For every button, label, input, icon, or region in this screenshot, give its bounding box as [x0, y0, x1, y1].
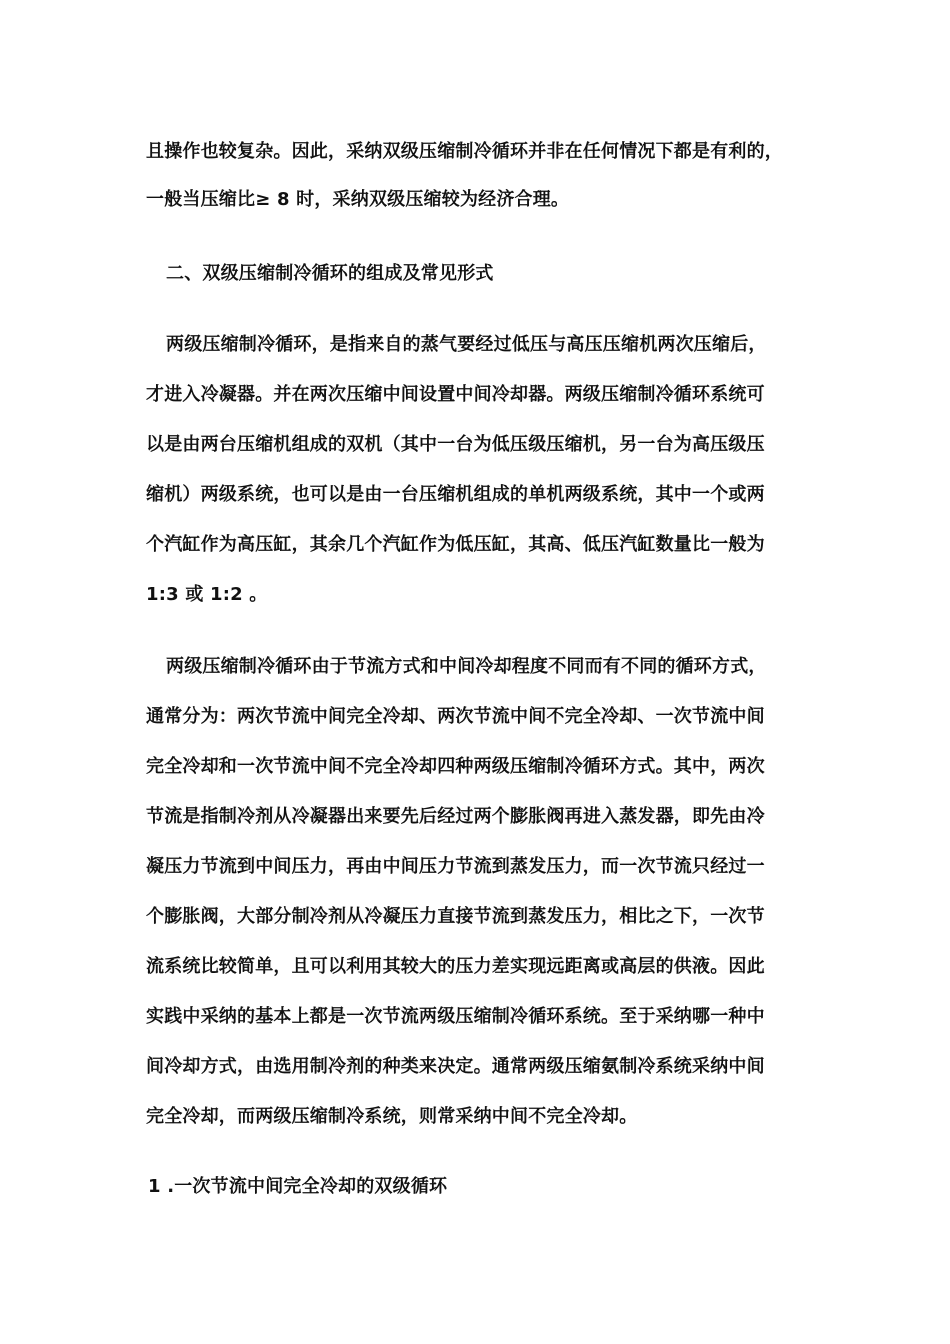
section-heading: 二、双级压缩制冷循环的组成及常见形式 — [166, 263, 494, 284]
paragraph-line: 两级压缩制冷循环，是指来自的蒸气要经过低压与高压压缩机两次压缩后， — [166, 334, 767, 355]
paragraph-line: 个膨胀阀，大部分制冷剂从冷凝压力直接节流到蒸发压力，相比之下，一次节 — [146, 906, 765, 927]
paragraph-line: 完全冷却和一次节流中间不完全冷却四种两级压缩制冷循环方式。其中，两次 — [146, 756, 765, 777]
paragraph-line: 才进入冷凝器。并在两次压缩中间设置中间冷却器。两级压缩制冷循环系统可 — [146, 384, 765, 405]
subsection-heading: 1 .一次节流中间完全冷却的双级循环 — [148, 1176, 448, 1197]
paragraph-line: 完全冷却，而两级压缩制冷系统，则常采纳中间不完全冷却。 — [146, 1106, 638, 1127]
paragraph-line: 一般当压缩比≥ 8 时，采纳双级压缩较为经济合理。 — [146, 189, 570, 210]
paragraph-line: 1:3 或 1:2 。 — [146, 584, 268, 605]
paragraph-line: 以是由两台压缩机组成的双机（其中一台为低压级压缩机，另一台为高压级压 — [146, 434, 765, 455]
paragraph-line: 缩机）两级系统，也可以是由一台压缩机组成的单机两级系统，其中一个或两 — [146, 484, 765, 505]
paragraph-line: 且操作也较复杂。因此，采纳双级压缩制冷循环并非在任何情况下都是有利的， — [146, 141, 783, 162]
paragraph-line: 实践中采纳的基本上都是一次节流两级压缩制冷循环系统。至于采纳哪一种中 — [146, 1006, 765, 1027]
paragraph-line: 个汽缸作为高压缸，其余几个汽缸作为低压缸，其高、低压汽缸数量比一般为 — [146, 534, 765, 555]
paragraph-line: 两级压缩制冷循环由于节流方式和中间冷却程度不同而有不同的循环方式， — [166, 656, 767, 677]
paragraph-line: 流系统比较简单，且可以利用其较大的压力差实现远距离或高层的供液。因此 — [146, 956, 765, 977]
paragraph-line: 节流是指制冷剂从冷凝器出来要先后经过两个膨胀阀再进入蒸发器，即先由冷 — [146, 806, 765, 827]
paragraph-line: 通常分为：两次节流中间完全冷却、两次节流中间不完全冷却、一次节流中间 — [146, 706, 765, 727]
paragraph-line: 间冷却方式，由选用制冷剂的种类来决定。通常两级压缩氨制冷系统采纳中间 — [146, 1056, 765, 1077]
paragraph-line: 凝压力节流到中间压力，再由中间压力节流到蒸发压力，而一次节流只经过一 — [146, 856, 765, 877]
